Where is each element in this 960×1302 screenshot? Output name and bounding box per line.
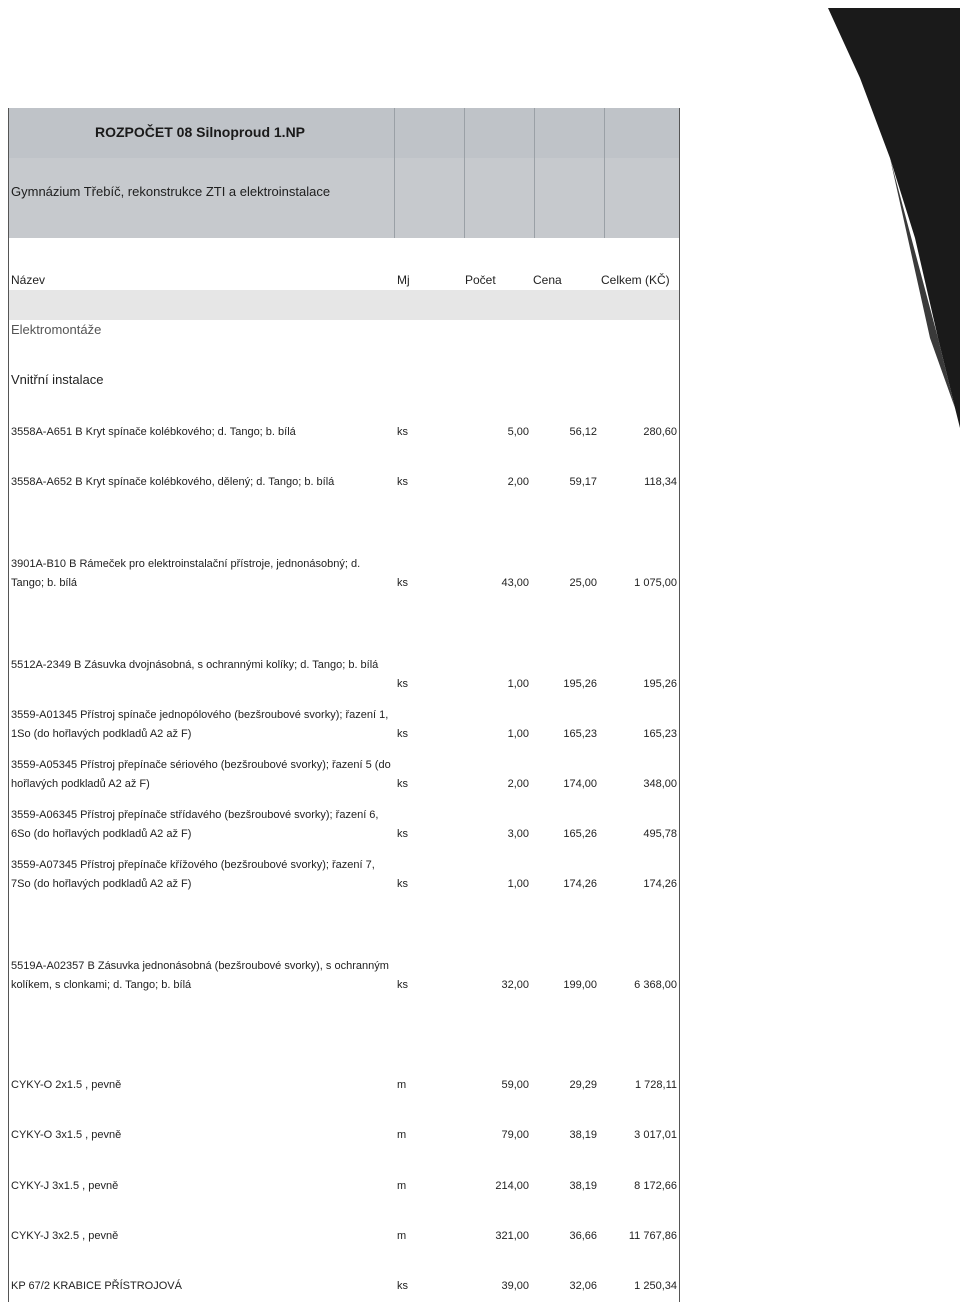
row-total: 1 250,34 [634,1280,677,1292]
row-name: 3559-A05345 Přístroj přepínače sériového (bezšroubové svorky); řazení 5 (do hořlavých podkladů A2 až F) [11,759,391,790]
row-price: 29,29 [569,1079,597,1091]
row-qty: 2,00 [507,778,529,790]
row-unit: ks [397,828,408,840]
row-total: 348,00 [643,778,677,790]
row-price: 56,12 [569,426,597,438]
row-qty: 214,00 [495,1180,529,1192]
row-name: CYKY-J 3x2.5 , pevně [11,1230,119,1242]
row-qty: 5,00 [507,426,529,438]
column-header-unit: Mj [397,273,410,287]
row-total: 280,60 [643,426,677,438]
row-qty: 321,00 [495,1230,529,1242]
row-qty: 1,00 [507,678,529,690]
document-title: ROZPOČET 08 Silnoproud 1.NP [95,124,306,140]
row-price: 38,19 [569,1180,597,1192]
row-total: 1 075,00 [634,577,677,589]
row-name: 5512A-2349 B Zásuvka dvojnásobná, s ochrannými kolíky; d. Tango; b. bílá [11,659,379,671]
row-name: 3558A-A652 B Kryt spínače kolébkového, dělený; d. Tango; b. bílá [11,476,335,488]
row-unit: ks [397,1280,408,1292]
row-total: 8 172,66 [634,1180,677,1192]
row-price: 199,00 [563,979,597,991]
row-price: 36,66 [569,1230,597,1242]
row-unit: ks [397,678,408,690]
grid-line [394,108,395,238]
row-unit: m [397,1079,407,1091]
column-header-price: Cena [533,273,562,287]
row-name: 3559-A07345 Přístroj přepínače křížového (bezšroubové svorky); řazení 7, 7So (do hořlavých podkladů A2 až F) [11,859,375,890]
row-total: 6 368,00 [634,979,677,991]
row-unit: ks [397,577,408,589]
budget-sheet [8,108,680,1302]
row-qty: 3,00 [507,828,529,840]
dark-edge-shadow [820,8,960,428]
column-header-total: Celkem (KČ) [601,273,670,287]
subsection-heading: Vnitřní instalace [11,372,104,387]
document-subtitle: Gymnázium Třebíč, rekonstrukce ZTI a elektroinstalace [11,184,331,199]
row-name: CYKY-O 3x1.5 , pevně [11,1129,122,1141]
row-unit: ks [397,778,408,790]
row-qty: 79,00 [501,1129,529,1141]
row-name: 3558A-A651 B Kryt spínače kolébkového; d. Tango; b. bílá [11,426,296,438]
row-name: KP 67/2 KRABICE PŘÍSTROJOVÁ [11,1280,182,1292]
row-unit: m [397,1129,407,1141]
row-name: CYKY-J 3x1.5 , pevně [11,1180,119,1192]
row-name: 3559-A06345 Přístroj přepínače střídavého (bezšroubové svorky); řazení 6, 6So (do hořlavých podkladů A2 až F) [11,809,379,840]
row-unit: ks [397,426,408,438]
row-total: 118,34 [644,476,677,488]
row-unit: ks [397,476,408,488]
column-header-qty: Počet [465,273,496,287]
row-total: 165,23 [643,728,677,740]
row-price: 174,00 [563,778,597,790]
row-qty: 32,00 [501,979,529,991]
grid-line [534,108,535,238]
row-price: 59,17 [569,476,597,488]
row-qty: 1,00 [507,728,529,740]
row-qty: 39,00 [501,1280,529,1292]
row-qty: 59,00 [501,1079,529,1091]
row-price: 165,23 [563,728,597,740]
row-price: 32,06 [569,1280,597,1292]
row-name: 3901A-B10 B Rámeček pro elektroinstalační přístroje, jednonásobný; d. Tango; b. bílá [11,558,361,589]
row-unit: m [397,1230,407,1242]
row-total: 1 728,11 [634,1079,677,1091]
grid-line [464,108,465,238]
row-price: 165,26 [563,828,597,840]
row-total: 195,26 [643,678,677,690]
row-qty: 2,00 [507,476,529,488]
row-unit: ks [397,728,408,740]
row-price: 38,19 [569,1129,597,1141]
row-unit: ks [397,878,408,890]
grid-line [604,108,605,238]
column-header-name: Název [11,273,46,287]
row-total: 495,78 [643,828,677,840]
row-total: 174,26 [643,878,677,890]
row-name: 5519A-A02357 B Zásuvka jednonásobná (bezšroubové svorky), s ochranným kolíkem, s clonkami; d. Tango; b. bílá [11,960,389,991]
row-unit: m [397,1180,407,1192]
row-name: 3559-A01345 Přístroj spínače jednopólového (bezšroubové svorky); řazení 1, 1So (do hořlavých podkladů A2 až F) [11,709,389,740]
row-unit: ks [397,979,408,991]
header-gap-band [9,290,679,320]
row-name: CYKY-O 2x1.5 , pevně [11,1079,122,1091]
row-qty: 43,00 [501,577,529,589]
row-price: 25,00 [569,577,597,589]
row-total: 3 017,01 [634,1129,677,1141]
row-price: 195,26 [563,678,597,690]
section-heading: Elektromontáže [11,322,102,337]
row-total: 11 767,86 [628,1230,677,1242]
row-qty: 1,00 [507,878,529,890]
row-price: 174,26 [563,878,597,890]
